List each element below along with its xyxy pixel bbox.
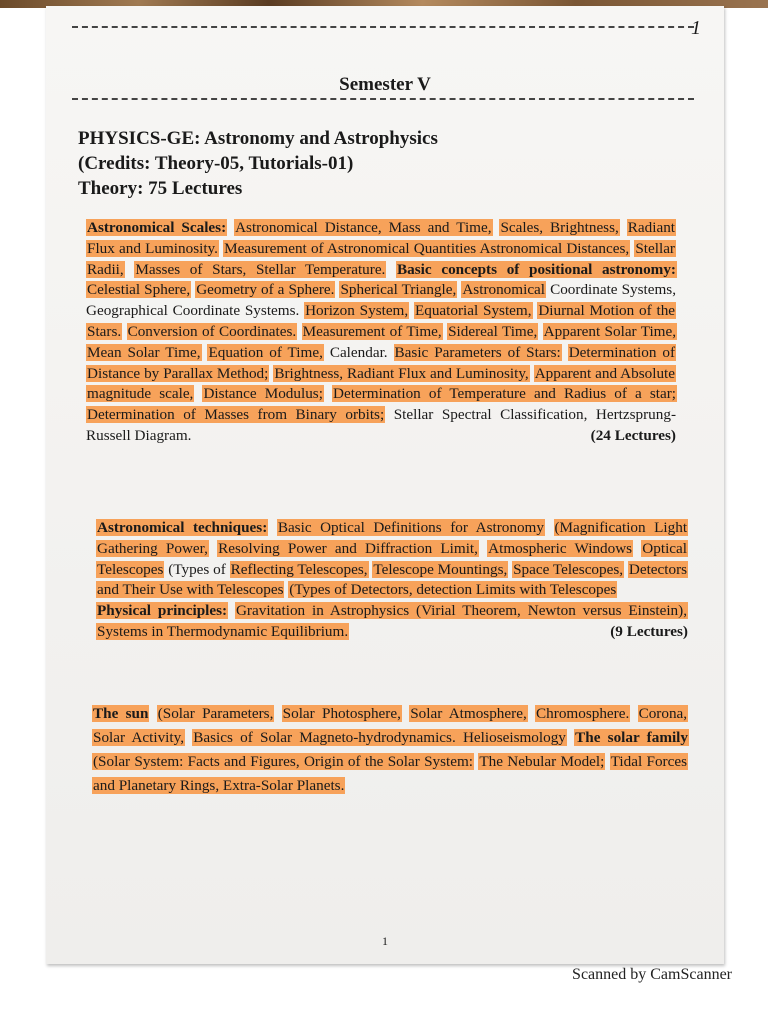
topic-text: Solar Photosphere,	[282, 705, 401, 722]
topic-text: Telescope Mountings,	[373, 560, 508, 578]
heading-astronomical-techniques: Astronomical techniques:	[97, 519, 268, 536]
topic-text: Space Telescopes,	[513, 560, 624, 578]
topic-text: The Nebular Model;	[479, 753, 605, 770]
section-sun-solar-family	[92, 702, 688, 798]
topic-text: Scales, Brightness,	[500, 219, 619, 236]
semester-dashed-divider	[72, 98, 694, 100]
document-page	[46, 6, 724, 964]
topic-text: Determination of Temperature and Radius of a star;	[333, 385, 677, 403]
section-scales-positional	[86, 218, 676, 447]
topic-text: Diurnal Motion of the Stars.	[87, 302, 676, 340]
topic-text: Basics of Solar Magneto-hydrodynamics. Helioseismology	[193, 729, 566, 746]
topic-text: Spherical Triangle,	[340, 281, 457, 299]
topic-text: Measurement of Astronomical Quantities Astronomical Distances,	[224, 239, 630, 257]
topic-text: Systems in Thermodynamic Equilibrium.	[97, 622, 349, 640]
topic-text: Measurement of Time,	[302, 322, 442, 340]
topic-text: Radiant Flux and Luminosity.	[87, 219, 676, 257]
heading-astronomical-scales: Astronomical Scales:	[87, 219, 227, 236]
topic-text: Equation of Time,	[208, 343, 323, 361]
topic-text: Determination of Masses from Binary orbits;	[87, 406, 385, 424]
topic-text: Determination of Distance by Parallax Method;	[87, 343, 676, 382]
topic-text: (Magnification Light Gathering Power,	[97, 519, 688, 557]
course-lectures: Theory: 75 Lectures	[78, 178, 243, 199]
topic-text: Sidereal Time,	[448, 322, 538, 340]
topic-text: Apparent and Absolute magnitude scale,	[87, 364, 676, 403]
topic-text: Tidal Forces and Planetary Rings, Extra-Solar Planets.	[93, 753, 687, 794]
topic-text: (Types of Detectors, detection Limits with Telescopes	[289, 581, 617, 599]
heading-solar-family: The solar family	[575, 729, 688, 746]
topic-text: Horizon System,	[305, 302, 409, 320]
topic-text: Atmospheric Windows	[488, 539, 633, 557]
topic-text: Stellar Spectral Classification, Hertzsprung-Russell Diagram.	[86, 406, 677, 444]
topic-text: Basic Optical Definitions for Astronomy	[277, 519, 544, 536]
topic-text: Equatorial System,	[414, 302, 532, 320]
topic-text: Calendar.	[329, 343, 388, 361]
topic-text: Masses of Stars, Stellar Temperature.	[135, 260, 386, 278]
topic-text: (Solar System: Facts and Figures, Origin of the Solar System:	[93, 753, 474, 770]
topic-text: Celestial Sphere,	[87, 281, 191, 299]
topic-text: Astronomical	[462, 281, 546, 299]
heading-the-sun: The sun	[93, 705, 149, 722]
topic-text: Detectors and Their Use with Telescopes	[97, 560, 688, 599]
topic-text: Optical Telescopes	[97, 539, 687, 578]
course-title: PHYSICS-GE: Astronomy and Astrophysics	[78, 128, 438, 149]
topic-text: Brightness, Radiant Flux and Luminosity,	[274, 364, 529, 382]
top-dashed-divider	[72, 26, 694, 28]
topic-text: Distance Modulus;	[203, 385, 323, 403]
topic-text: Basic Parameters of Stars:	[394, 343, 561, 361]
topic-text: Geometry of a Sphere.	[196, 281, 335, 299]
topic-text: Astronomical Distance, Mass and Time,	[235, 219, 492, 236]
topic-text: (Solar Parameters,	[157, 705, 274, 722]
semester-heading: Semester V	[339, 74, 431, 95]
topic-text: (Types of	[168, 560, 226, 578]
topic-text: Mean Solar Time,	[87, 343, 201, 361]
lecture-count: (24 Lectures)	[590, 426, 676, 444]
topic-text: Solar Atmosphere,	[410, 705, 527, 722]
handwritten-page-mark: 1	[691, 17, 701, 39]
lecture-count: (9 Lectures)	[610, 622, 688, 640]
topic-text: Conversion of Coordinates.	[127, 322, 297, 340]
topic-text: Stellar Radii,	[87, 239, 675, 278]
course-title-block	[78, 126, 638, 201]
topic-text: Apparent Solar Time,	[543, 322, 677, 340]
scanner-watermark: Scanned by CamScanner	[572, 966, 732, 983]
topic-text: Gravitation in Astrophysics (Virial Theorem, Newton versus Einstein),	[235, 602, 688, 620]
topic-text: Resolving Power and Diffraction Limit,	[218, 539, 478, 557]
heading-physical-principles: Physical principles:	[97, 602, 228, 620]
course-credits: (Credits: Theory-05, Tutorials-01)	[78, 153, 354, 174]
section-techniques-principles	[96, 518, 688, 643]
page-number: 1	[382, 934, 388, 948]
topic-text: Reflecting Telescopes,	[230, 560, 368, 578]
heading-positional-astronomy: Basic concepts of positional astronomy:	[397, 260, 676, 278]
topic-text: Coordinate Systems, Geographical Coordinate Systems.	[86, 281, 677, 320]
topic-text: Corona, Solar Activity,	[93, 705, 688, 746]
topic-text: Chromosphere.	[536, 705, 630, 722]
